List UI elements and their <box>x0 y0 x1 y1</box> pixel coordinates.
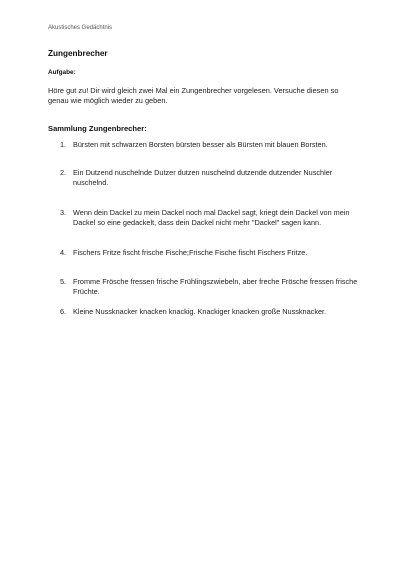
list-item-text: Fromme Frösche fressen frische Frühlingszwiebeln, aber freche Frösche fressen frische Früchte. <box>73 277 358 296</box>
list-item <box>60 140 360 150</box>
list-item <box>60 307 360 317</box>
list-item-text: Bürsten mit schwarzen Borsten bürsten besser als Bürsten mit blauen Borsten. <box>73 140 328 149</box>
collection-title: Sammlung Zungenbrecher: <box>48 124 147 133</box>
list-item-text: Fischers Fritze fischt frische Fische;Frische Fische fischt Fischers Fritze. <box>73 248 308 257</box>
list-item-number: 3. <box>60 208 67 217</box>
list-item-number: 1. <box>60 140 67 149</box>
page-header: Akustisches Gedächtnis <box>48 25 113 31</box>
list-item-number: 2. <box>60 168 67 177</box>
list-item-text: Wenn dein Dackel zu mein Dackel noch mal Dackel sagt, kriegt dein Dackel von mein Dackel so eine gedackelt, dass dein Dackel nicht mehr "Dackel" sagen kann. <box>73 208 350 227</box>
task-label: Aufgabe: <box>48 69 76 76</box>
list-item-number: 4. <box>60 248 67 257</box>
list-item <box>60 168 360 188</box>
list-item <box>60 277 360 297</box>
list-item-text: Kleine Nussknacker knacken knackig. Knackiger knacken große Nussknacker. <box>73 307 327 316</box>
list-item-number: 6. <box>60 307 67 316</box>
list-item-text: Ein Dutzend nuschelnde Dutzer dutzen nuschelnd dutzende dutzender Nuschler nuschelnd. <box>73 168 333 187</box>
list-item <box>60 208 360 228</box>
list-item <box>60 248 360 258</box>
document-title: Zungenbrecher <box>48 49 108 58</box>
list-item-number: 5. <box>60 277 67 286</box>
task-text: Höre gut zu! Dir wird gleich zwei Mal ein Zungenbrecher vorgelesen. Versuche diesen so genau wie möglich wieder zu geben. <box>48 86 339 105</box>
